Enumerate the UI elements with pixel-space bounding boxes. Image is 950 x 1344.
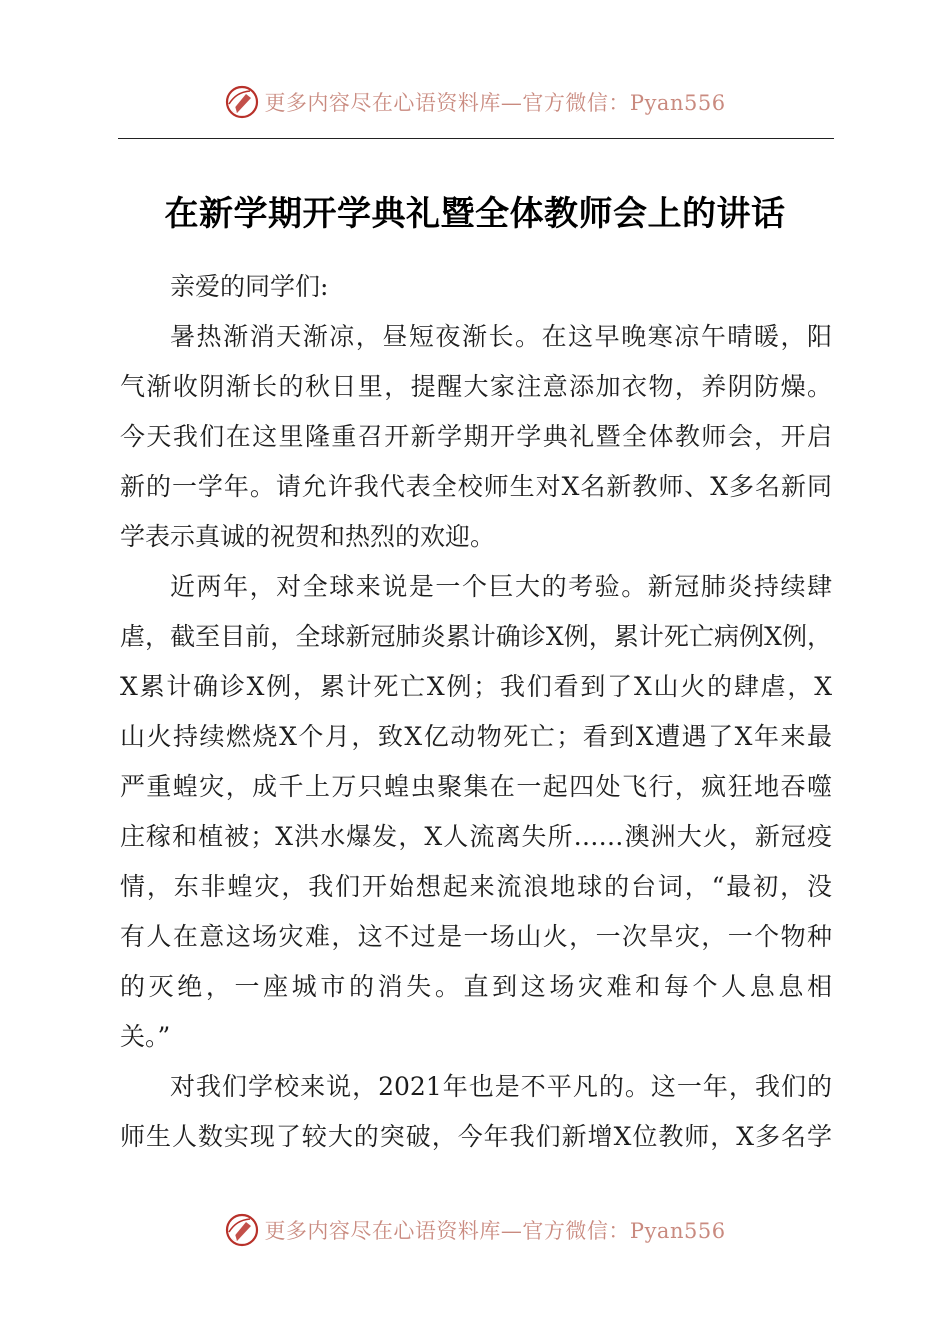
paragraph-line: 有人在意这场灾难，这不过是一场山火，一次旱灾，一个物种 bbox=[120, 922, 832, 951]
paragraph-line: 师生人数实现了较大的突破，今年我们新增X位教师，X多名学 bbox=[120, 1122, 832, 1151]
document-body bbox=[120, 262, 832, 1162]
paragraph-line: 的灭绝，一座城市的消失。直到这场灾难和每个人息息相 bbox=[120, 972, 832, 1001]
paragraph-line: 山火持续燃烧X个月，致X亿动物死亡；看到X遭遇了X年来最 bbox=[120, 722, 832, 751]
paragraph-line: 气渐收阴渐长的秋日里，提醒大家注意添加衣物，养阴防燥。 bbox=[120, 372, 832, 401]
paragraph-line: 近两年，对全球来说是一个巨大的考验。新冠肺炎持续肆 bbox=[170, 572, 832, 601]
paragraph-2 bbox=[120, 562, 832, 1062]
footer-banner bbox=[0, 1208, 950, 1252]
paragraph-line: 对我们学校来说，2021年也是不平凡的。这一年，我们的 bbox=[170, 1072, 832, 1101]
salutation: 亲爱的同学们: bbox=[170, 272, 329, 301]
paragraph-line: 暑热渐消天渐凉，昼短夜渐长。在这早晚寒凉午晴暖，阳 bbox=[170, 322, 832, 351]
header-banner-text: 更多内容尽在心语资料库—官方微信：Pyan556 bbox=[264, 91, 726, 115]
footer-banner-text: 更多内容尽在心语资料库—官方微信：Pyan556 bbox=[264, 1219, 726, 1243]
paragraph-line: 学表示真诚的祝贺和热烈的欢迎。 bbox=[120, 522, 496, 551]
paragraph-line: 情，东非蝗灾，我们开始想起来流浪地球的台词，“最初，没 bbox=[120, 872, 832, 901]
paragraph-line: 严重蝗灾，成千上万只蝗虫聚集在一起四处飞行，疯狂地吞噬 bbox=[120, 772, 832, 801]
paragraph-line: 庄稼和植被；X洪水爆发，X人流离失所……澳洲大火，新冠疫 bbox=[120, 822, 832, 851]
paragraph-line: 今天我们在这里隆重召开新学期开学典礼暨全体教师会，开启 bbox=[120, 422, 832, 451]
paragraph-line: 关。” bbox=[120, 1022, 171, 1051]
paragraph-line: 虐，截至目前，全球新冠肺炎累计确诊X例，累计死亡病例X例， bbox=[120, 622, 832, 651]
pen-nib-logo-icon bbox=[224, 1212, 260, 1248]
paragraph-line: X累计确诊X例，累计死亡X例；我们看到了X山火的肆虐，X bbox=[120, 672, 832, 701]
paragraph-3 bbox=[120, 1062, 832, 1162]
paragraph-line: 新的一学年。请允许我代表全校师生对X名新教师、X多名新同 bbox=[120, 472, 832, 501]
header-banner bbox=[0, 80, 950, 124]
paragraph-1 bbox=[120, 312, 832, 562]
header-divider bbox=[118, 138, 834, 139]
pen-nib-logo-icon bbox=[224, 84, 260, 120]
document-title: 在新学期开学典礼暨全体教师会上的讲话 bbox=[164, 194, 786, 234]
